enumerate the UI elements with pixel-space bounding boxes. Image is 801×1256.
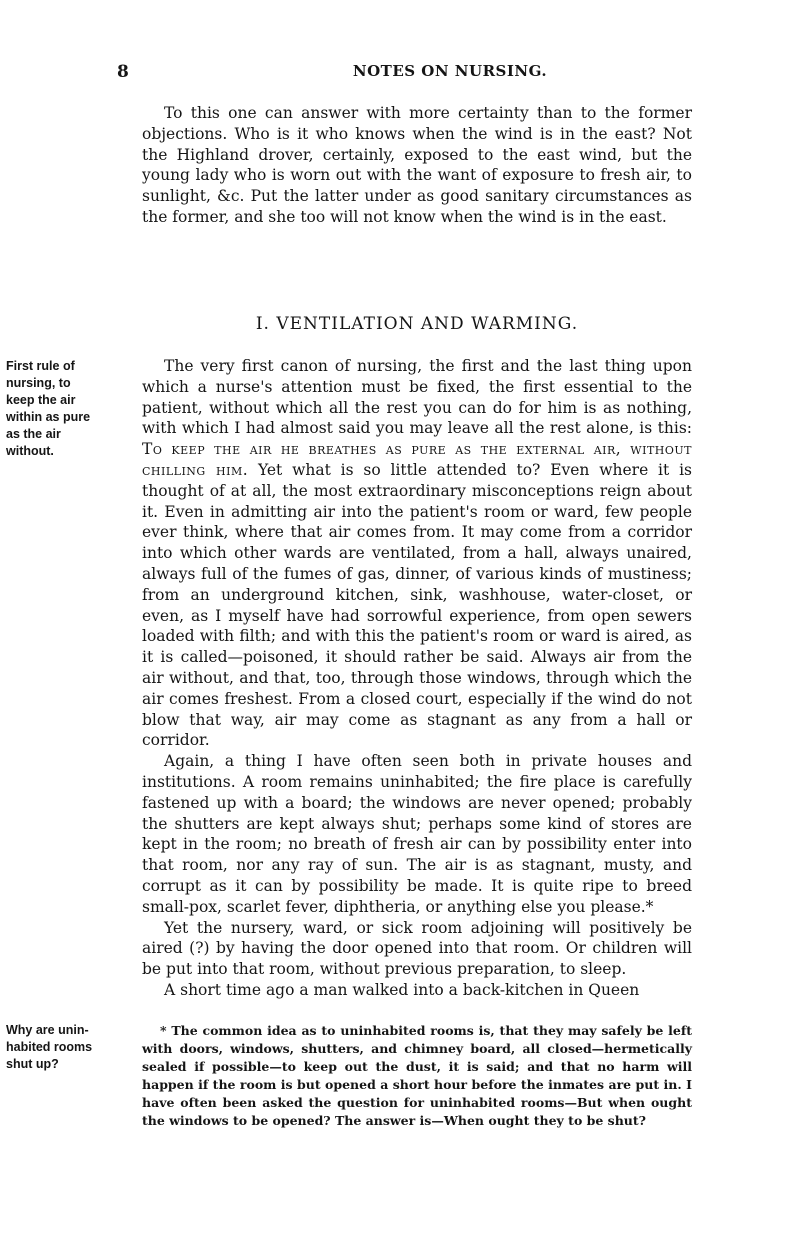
canon-rule: To keep the air he breathes as pure as the external air, without chilling him. [142, 440, 692, 479]
page-number: 8 [117, 62, 129, 82]
intro-paragraph-block [142, 103, 692, 228]
sidenote-line: keep the air [6, 393, 76, 407]
sidenote-line: without. [6, 444, 54, 458]
intro-paragraph: To this one can answer with more certainty than to the former objections. Who is it who knows when the wind is in the east? Not the Highland drover, certainly, exposed to the east wind, but the young lady who is worn out with the want of exposure to fresh air, to sunlight, &c. Put the latter under as good sanitary circumstances as the former, and she too will not know when the wind is in the east. [142, 104, 692, 226]
section-heading: I. VENTILATION AND WARMING. [255, 314, 579, 334]
sidenote-line: shut up? [6, 1057, 59, 1071]
running-title: NOTES ON NURSING. [352, 62, 548, 80]
sidenote-first-rule [6, 358, 136, 460]
canon-intro: The very first canon of nursing, the first and the last thing upon which a nurse's attention must be fixed, the first essential to the patient, without which all the rest you can do for him is as nothing, with which I had almost said you may leave all the rest alone, is this: [142, 357, 692, 438]
main-text [142, 356, 692, 1001]
footnote-text: * The common idea as to uninhabited rooms is, that they may safely be left with doors, windows, shutters, and chimney board, all closed—hermetically sealed if possible—to keep out the dust, it is said; and that no harm will happen if the room is but opened a short hour before the inmates are put in. I have often been asked the question for uninhabited rooms—But when ought the windows to be opened? The answer is—When ought they to be shut? [142, 1023, 692, 1128]
page-header [0, 62, 801, 86]
canon-discussion: Yet what is so little attended to? Even where it is thought of at all, the most extraordinary misconceptions reign about it. Even in admitting air into the patient's room or ward, few people ever think, where that air comes from. It may come from a corridor into which other wards are ventilated, from a hall, always unaired, always full of the fumes of gas, dinner, of various kinds of mustiness; from an underground kitchen, sink, washhouse, water-closet, or even, as I myself have had sorrowful experience, from open sewers loaded with filth; and with this the patient's room or ward is aired, as it is called—poisoned, it should rather be said. Always air from the air without, and that, too, through those windows, through which the air comes freshest. From a closed court, especially if the wind do not blow that way, air may come as stagnant as any from a hall or corridor. [142, 460, 692, 750]
sidenote-line: within as pure [6, 410, 91, 424]
paragraph-nursery: Yet the nursery, ward, or sick room adjoining will positively be aired (?) by having the door opened into that room. Or children will be put into that room, without previous preparation, to sleep. [142, 918, 692, 979]
sidenote-line: Why are unin- [6, 1023, 89, 1037]
sidenote-line: as the air [6, 427, 61, 441]
sidenote-line: habited rooms [6, 1040, 93, 1054]
footnote [142, 1022, 692, 1130]
sidenote-uninhabited-rooms [6, 1022, 136, 1073]
sidenote-line: nursing, to [6, 376, 71, 390]
sidenote-line: First rule of [6, 359, 75, 373]
paragraph-canon [142, 356, 692, 751]
paragraph-uninhabited-room: Again, a thing I have often seen both in private houses and institutions. A room remains uninhabited; the fire place is carefully fastened up with a board; the windows are never opened; probably the shutters are kept always shut; perhaps some kind of stores are kept in the room; no breath of fresh air can by possibility enter into that room, nor any ray of sun. The air is as stagnant, musty, and corrupt as it can by possibility be made. It is quite ripe to breed small-pox, scarlet fever, diphtheria, or anything else you please.* [142, 752, 692, 916]
paragraph-back-kitchen: A short time ago a man walked into a back-kitchen in Queen [164, 980, 640, 999]
